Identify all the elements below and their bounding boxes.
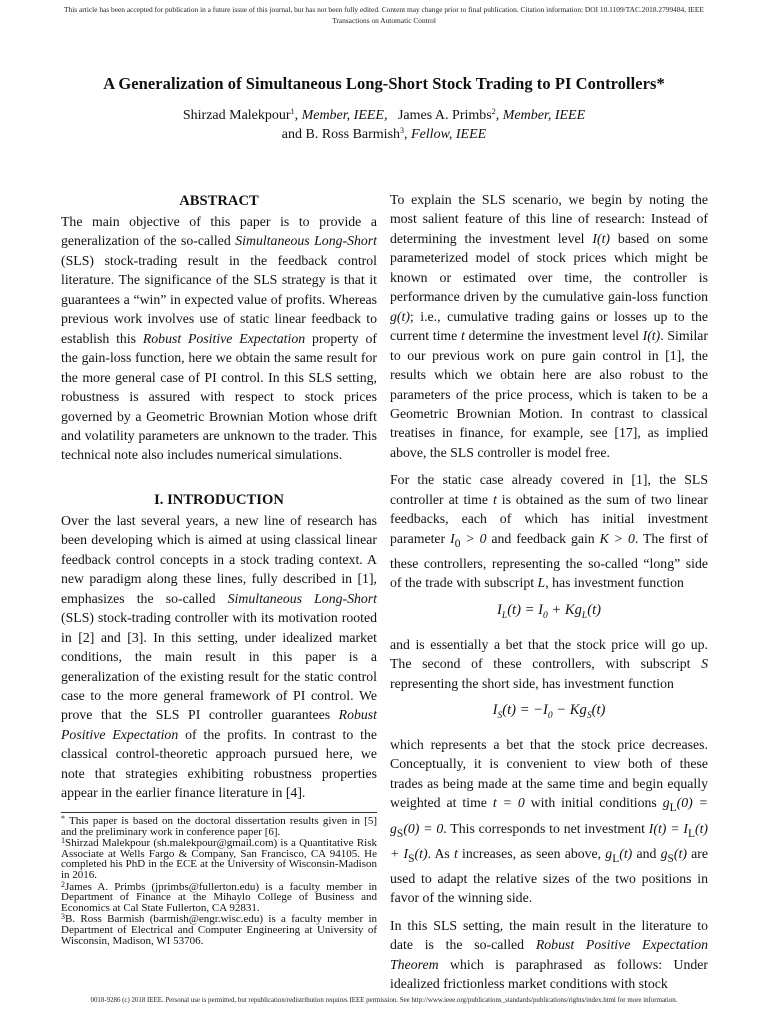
footnote-1: $^1$Shirzad Malekpour (sh.malekpour@gmail.com) is a Quantitative Risk Associate at Wells Fargo & Company, San Francisco, CA 94105. He completed his PhD in the ECE at the University of Wisconsin-Madison in 2016. (61, 836, 377, 881)
main-result-paragraph: In this SLS setting, the main result in the literature to date is the so-called Robust Positive Expectation Theorem which is paraphrased as follows: Under idealized frictionless market conditions with stock (390, 917, 709, 992)
author-3-name: and B. Ross Barmish (281, 127, 401, 142)
introduction-paragraph: Over the last several years, a new line of research has been developing which is aimed at using classical linear feedback control concepts in a stock trading context. A new paradigm along these lines, fully described in [1], emphasizes the so-called Simultaneous Long-Short (SLS) stock-trading controller with its motivation rooted in [2] and [3]. In this setting, under idealized market conditions, the main result in this paper is a generalization of the existing result for the static control case to the more general framework of PI control. We prove that the SLS PI controller guarantees Robust Positive Expectation of the profits. In contrast to the classical control-theoretic approach pursued here, we note that strategies exhibiting robustness properties appear in the earlier finance literature in [4]. (61, 512, 378, 801)
paper-title: A Generalization of Simultaneous Long-Short Stock Trading to PI Controllers* (103, 74, 665, 93)
abstract-heading: ABSTRACT (179, 193, 259, 209)
author-3-role: Fellow, IEEE (411, 127, 487, 142)
footnote-star: * This paper is based on the doctoral dissertation results given in [5] and the preliminary work in conference paper [6]. (61, 814, 377, 838)
copyright-footer: 0018-9286 (c) 2018 IEEE. Personal use is permitted, but republication/redistribution requires IEEE permission. See http://www.ieee.org/publications_standards/publications/rights/index.html for more information. (90, 997, 678, 1004)
introduction-heading: I. INTRODUCTION (154, 491, 284, 508)
abstract-text: The main objective of this paper is to provide a generalization of the so-called Simultaneous Long-Short (SLS) stock-trading result in the feedback control literature. The significance of the SLS strategy is that it guarantees a “win” in expected value of profits. Whereas previous work involves use of static linear feedback to establish this Robust Positive Expectation property of the gain-loss function, here we obtain the same result for the more general case of PI control. In this SLS setting, robustness is assured with respect to stock prices governed by a Geometric Brownian Motion whose drift and volatility parameters are unknown to the trader. This technical note also includes numerical simulations. (61, 214, 377, 463)
right-column (390, 190, 708, 994)
author-line-2: and B. Ross Barmish$^3$, Fellow, IEEE (281, 126, 487, 142)
author-2-affil-mark: 2 (491, 107, 496, 116)
author-2-name: James A. Primbs (397, 108, 492, 123)
footnotes (61, 812, 377, 947)
author-2-role: Member, IEEE (502, 108, 586, 123)
equation-long-investment: $I_L(t) = I_0 + Kg_L(t)$ (497, 601, 601, 621)
author-1-name: Shirzad Malekpour (182, 108, 291, 123)
left-column (61, 190, 377, 803)
banner-line-2: Transactions on Automatic Control (332, 16, 436, 25)
equation-short-investment: $I_S(t) = -I_0 - Kg_S(t)$ (492, 702, 606, 721)
long-bet-paragraph: and is essentially a bet that the stock price will go up. The second of these controllers, with subscript S representing the short side, has investment function (390, 636, 708, 691)
author-3-affil-mark: 3 (400, 126, 405, 135)
author-block (0, 106, 768, 144)
banner-line-1: This article has been accepted for publication in a future issue of this journal, but has not been fully edited. Content may change prior to final publication. Citation information: DOI 10.1109/TAC.2018.2799484, IEEE (64, 5, 704, 14)
author-1-affil-mark: 1 (290, 107, 295, 116)
sls-scenario-paragraph: To explain the SLS scenario, we begin by noting the most salient feature of this line of research: Instead of determining the investment level I(t) based on some parameterized model of stock prices which might be known or estimated over time, the controller is performance driven by the cumulative gain-loss function g(t); i.e., cumulative trading gains or losses up to the current time t determine the investment level I(t). Similar to our previous work on pure gain control in [1], the results which we obtain here are also robust to the parameters of the price process, which is taken to be a Geometric Brownian Motion. In contrast to classical treatises in finance, for example, see [17], as implied above, the SLS controller is model free. (390, 192, 708, 460)
static-case-paragraph: For the static case already covered in [1], the SLS controller at time t is obtained as the sum of two linear feedbacks, each of which has initial investment parameter $I_0 > 0$ and feedback gain K > 0. The first of these controllers, representing the so-called “long” side of the trade with subscript L, has investment function (390, 472, 708, 591)
journal-banner (0, 4, 768, 26)
short-bet-paragraph: which represents a bet that the stock price decreases. Conceptually, it is convenient to view both of these trades as being made at the same time and begin equally weighted at time t = 0 with initial conditions $g_L(0) = g_S(0) = 0$. This corresponds to net investment $I(t) = I_L(t) + I_S(t)$. As t increases, as seen above, $g_L(t)$ and $g_S(t)$ are used to adapt the relative sizes of the two positions in favor of the winning side. (390, 736, 709, 906)
footnote-2: $^2$James A. Primbs (jprimbs@fullerton.edu) is a faculty member in Department of Finance at the Mihaylo College of Business and Economics at Cal State Fullerton, CA 92831. (61, 879, 377, 914)
author-1-role: Member, IEEE, (301, 108, 388, 123)
footnote-3: $^3$B. Ross Barmish (barmish@engr.wisc.edu) is a faculty member in Department of Electrical and Computer Engineering at University of Wisconsin, Madison, WI 53706. (61, 912, 377, 947)
author-line-1: Shirzad Malekpour$^1$, Member, IEEE, James A. Primbs$^2$, Member, IEEE (182, 107, 586, 123)
